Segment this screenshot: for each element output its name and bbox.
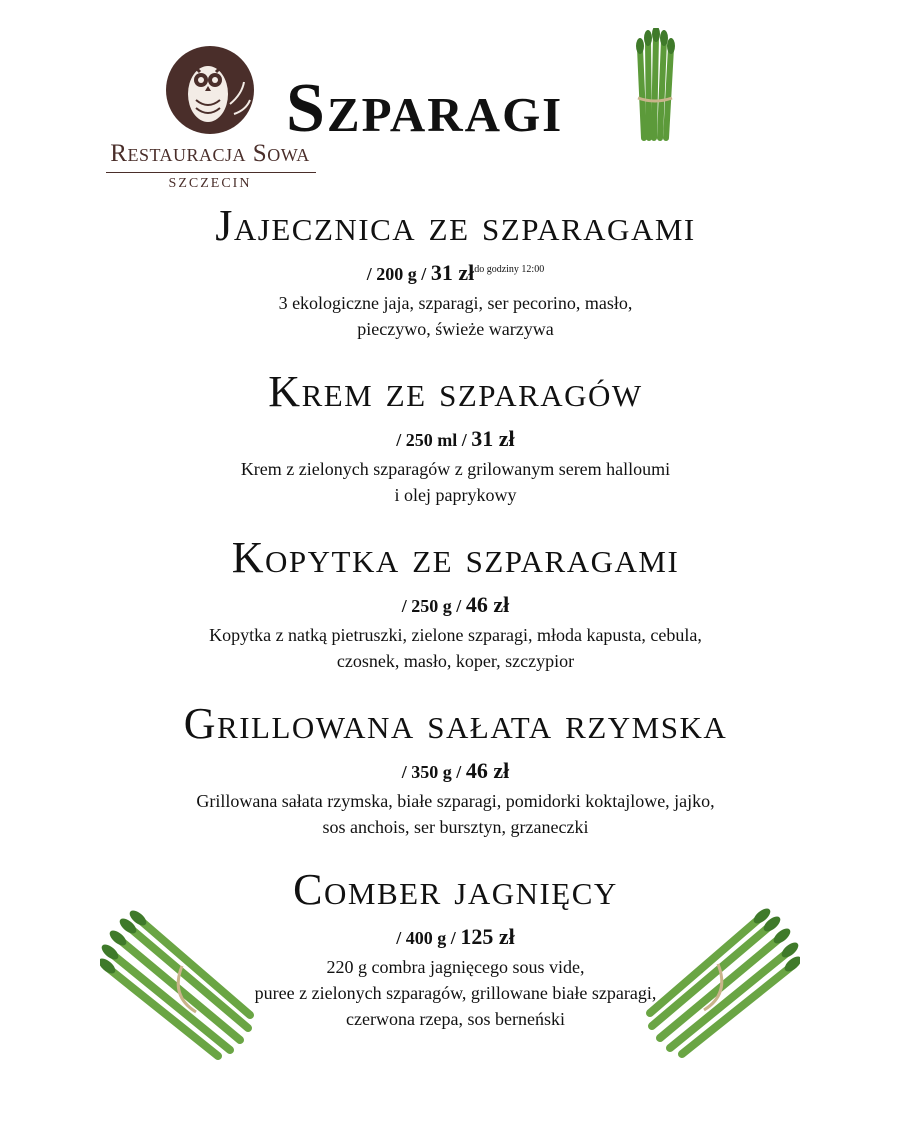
dish-meta xyxy=(0,760,911,782)
dish-description-line: pieczywo, świeże warzywa xyxy=(357,319,554,339)
dish-description-line: Krem z zielonych szparagów z grilowanym serem halloumi xyxy=(240,459,671,479)
dish-description-line: czerwona rzepa, sos berneński xyxy=(346,1009,565,1029)
dish-description xyxy=(0,788,911,840)
dish-name: Grillowana sałata rzymska xyxy=(183,699,728,748)
dish-weight: / 200 g / xyxy=(366,264,427,284)
dish-name: Jajecznica ze szparagami xyxy=(215,201,696,250)
dish-name: Krem ze szparagów xyxy=(268,367,643,416)
dish-description-line: sos anchois, ser bursztyn, grzaneczki xyxy=(322,817,589,837)
dish-description-line: 3 ekologiczne jaja, szparagi, ser pecorino, masło, xyxy=(278,293,633,313)
dish-weight: / 400 g / xyxy=(396,928,456,948)
dish-weight: / 350 g / xyxy=(401,762,462,782)
dish-meta xyxy=(0,262,911,284)
dish-item xyxy=(0,367,911,508)
dish-description-line: i olej paprykowy xyxy=(394,485,517,505)
dish-meta xyxy=(0,428,911,450)
restaurant-city: SZCZECIN xyxy=(168,176,252,191)
dish-name: Kopytka ze szparagami xyxy=(231,533,680,582)
dish-price: 125 zł xyxy=(460,924,515,949)
dish-description-line: puree z zielonych szparagów, grillowane białe szparagi, xyxy=(254,983,657,1003)
restaurant-name: Restauracja Sowa xyxy=(110,140,310,167)
dish-weight: / 250 ml / xyxy=(396,430,467,450)
dish-price: 31 zł xyxy=(430,260,475,285)
logo-divider xyxy=(106,172,316,173)
dish-price: 46 zł xyxy=(465,758,510,783)
dish-description-line: Kopytka z natką pietruszki, zielone szparagi, młoda kapusta, cebula, xyxy=(209,625,702,645)
dish-weight: / 250 g / xyxy=(401,596,462,616)
dish-description-line: 220 g combra jagnięcego sous vide, xyxy=(326,957,585,977)
dish-name: Comber jagnięcy xyxy=(293,865,618,914)
dish-description-line: Grillowana sałata rzymska, białe szparagi, pomidorki koktajlowe, jajko, xyxy=(196,791,715,811)
dish-description xyxy=(0,290,911,342)
dish-item xyxy=(0,201,911,342)
dish-item xyxy=(0,699,911,840)
dish-description-line: czosnek, masło, koper, szczypior xyxy=(336,651,575,671)
dish-price: 46 zł xyxy=(465,592,510,617)
asparagus-bundle-icon xyxy=(100,900,258,1060)
owl-emblem-icon xyxy=(164,44,256,136)
dish-price: 31 zł xyxy=(471,426,515,451)
dish-item xyxy=(0,533,911,674)
asparagus-bundle-icon xyxy=(626,28,682,144)
dish-meta xyxy=(0,594,911,616)
dish-note: do godziny 12:00 xyxy=(474,264,545,275)
dish-description xyxy=(0,456,911,508)
page-title: Szparagi xyxy=(286,70,564,147)
asparagus-bundle-icon xyxy=(640,898,800,1060)
dish-description xyxy=(0,622,911,674)
